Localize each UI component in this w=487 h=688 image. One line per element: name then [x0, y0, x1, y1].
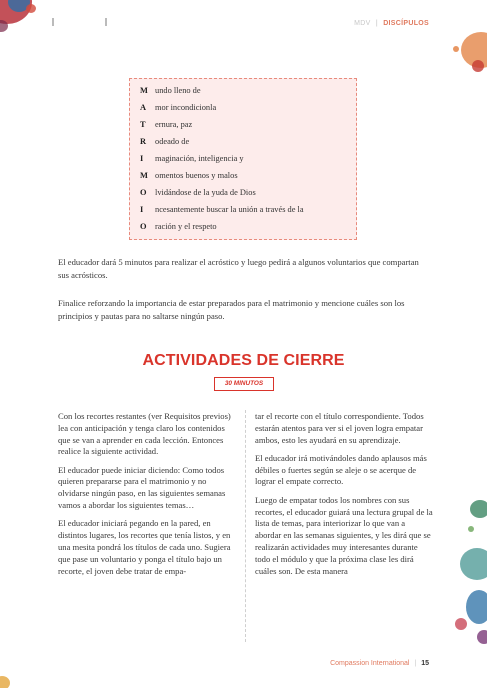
header-section: MDV	[354, 20, 371, 27]
left-paragraph-1: Con los recortes restantes (ver Requisitos previos) lea con anticipación y tenga claro los contenidos que se van a aprender en cada lección. Entonces realice la siguiente actividad.	[58, 411, 231, 457]
header-title: DISCÍPULOS	[383, 20, 429, 27]
acrostic-line: O ración y el respeto	[140, 222, 217, 231]
crop-mark-icon	[52, 18, 112, 28]
right-column	[255, 411, 433, 584]
right-paragraph-1: tar el recorte con el título correspondiente. Todos estarán atentos para ver si el joven logra empatar ambos, esto les ayudará en su aprendizaje.	[255, 411, 424, 445]
right-paragraph-3: Luego de empatar todos los nombres con sus recortes, el educador guiará una lectura grupal de la lista de temas, para interiorizar lo que van a abordar en las semanas siguientes, y les dirá que se realizarán actividades muy interesantes durante todo el módulo y que la próxima clase les dirá cuáles son. De esta manera	[255, 494, 433, 576]
acrostic-box	[129, 78, 357, 240]
footer-separator: |	[414, 660, 417, 667]
column-divider	[245, 410, 246, 642]
left-column	[58, 411, 236, 584]
intro-paragraph-1: El educador dará 5 minutos para realizar el acróstico y luego pedirá a algunos voluntarios que compartan sus acrósticos.	[58, 257, 419, 280]
acrostic-line: I maginación, inteligencia y	[140, 154, 244, 163]
running-header	[354, 20, 429, 27]
left-paragraph-3: El educador iniciará pegando en la pared, en distintos lugares, los recortes que tenía listos, y en una mesita pondrá los títulos de cada uno. Sugiera que pase un voluntario y ponga el título bajo un recorte, el joven debe tratar de empa-	[58, 518, 231, 576]
acrostic-line: R odeado de	[140, 137, 190, 146]
page-number: 15	[421, 660, 429, 667]
right-paragraph-2: El educador irá motivándoles dando aplausos más débiles o fuertes según se aleje o se acerque de lograr el empate correcto.	[255, 452, 427, 487]
page-footer	[330, 660, 429, 667]
intro-paragraph-2: Finalice reforzando la importancia de estar preparados para el matrimonio y mencione cuáles son los principios y pautas para no saltarse ningún paso.	[58, 298, 405, 321]
duration-badge: 30 MINUTOS	[214, 377, 274, 391]
left-paragraph-2: El educador puede iniciar diciendo: Como todos quieren prepararse para el matrimonio y no olvidarse ningún paso, en las siguientes semanas vamos a abordar los siguientes temas…	[58, 464, 226, 511]
acrostic-line: M omentos buenos y malos	[140, 171, 238, 180]
acrostic-line: T ernura, paz	[140, 120, 193, 129]
acrostic-line: M undo lleno de	[140, 86, 201, 95]
acrostic-line: O lvidándose de la yuda de Dios	[140, 188, 256, 197]
acrostic-line: I ncesantemente buscar la unión a través de la	[140, 205, 304, 214]
header-separator: |	[375, 20, 378, 27]
footer-organization: Compassion International	[330, 660, 410, 667]
section-title: ACTIVIDADES DE CIERRE	[142, 352, 345, 369]
acrostic-line: A mor incondicionla	[140, 103, 217, 112]
